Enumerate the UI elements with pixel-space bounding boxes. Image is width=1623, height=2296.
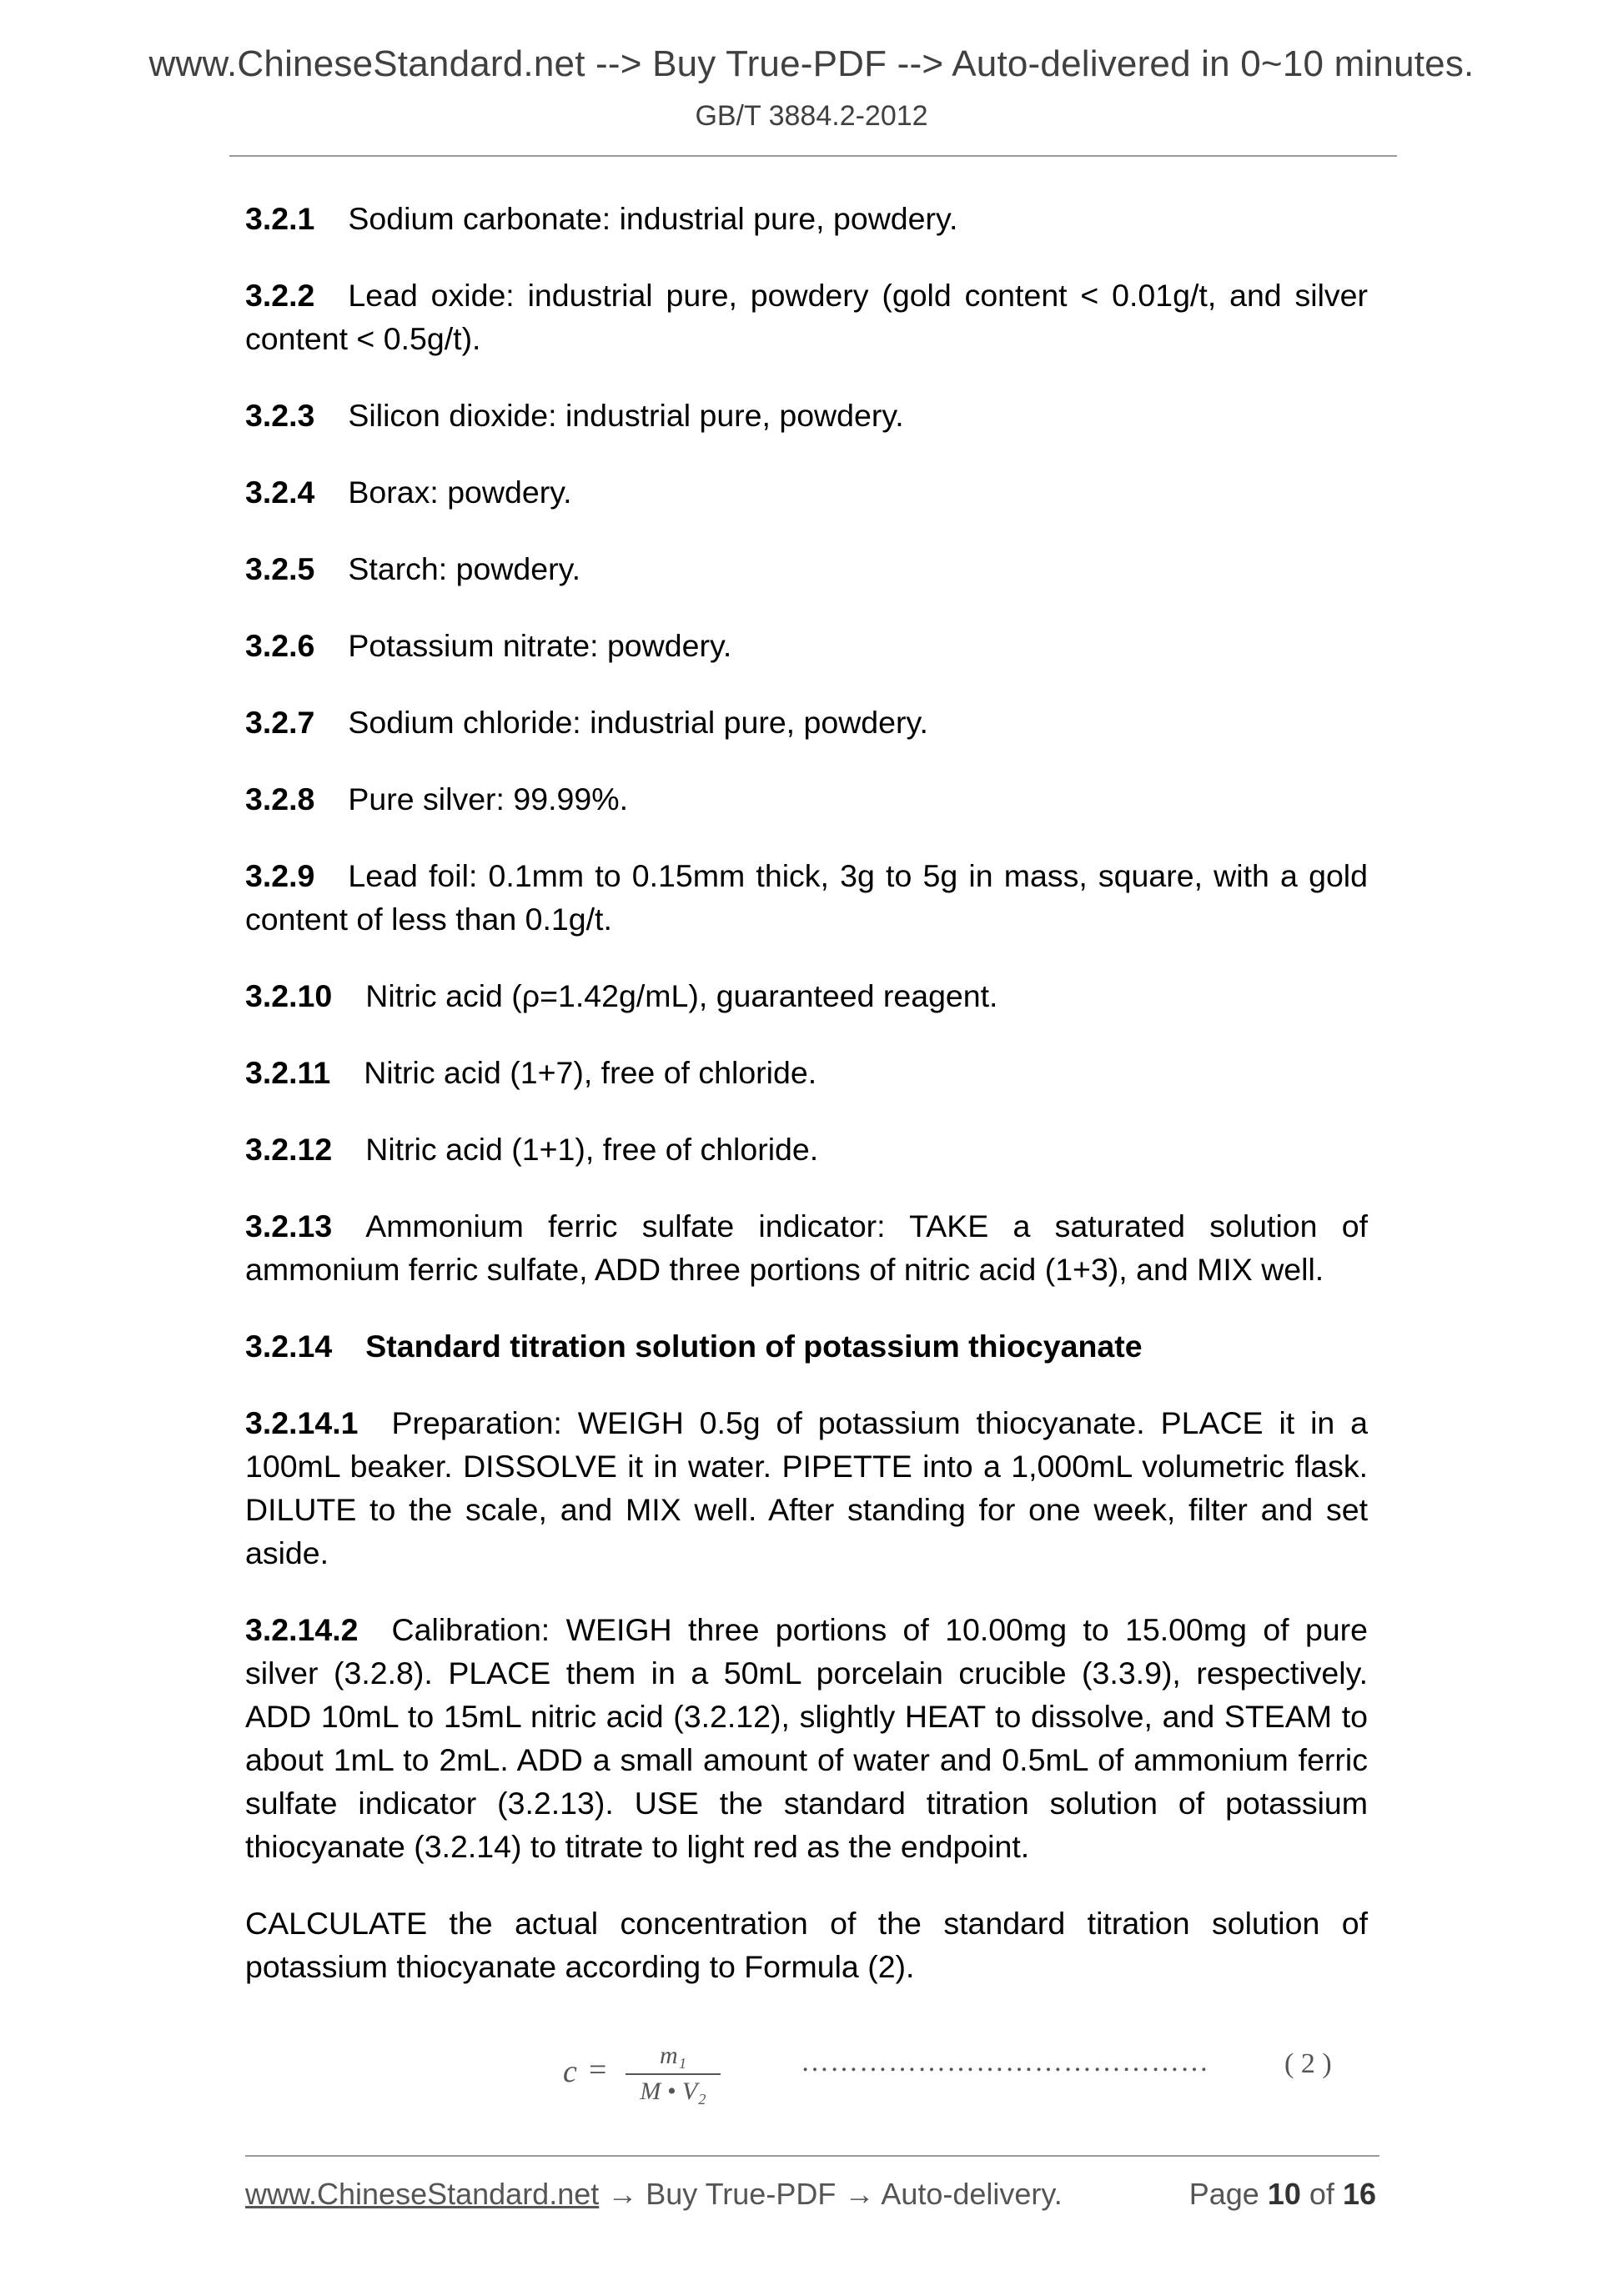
formula-leader-dots: …………………………………… — [801, 2047, 1209, 2077]
clause-number: 3.2.14.2 — [245, 1612, 359, 1647]
clause-3-2-6 — [245, 624, 1368, 667]
clause-number: 3.2.13 — [245, 1208, 333, 1243]
clause-3-2-2 — [245, 274, 1368, 360]
clause-number: 3.2.14.1 — [245, 1405, 359, 1440]
page-footer — [245, 2177, 1384, 2212]
formula-denominator: M • V₂ — [640, 2077, 706, 2105]
clause-text: Lead oxide: industrial pure, powdery (gold content < 0.01g/t, and silver content < 0.5g/t). — [245, 278, 1368, 356]
clause-number: 3.2.7 — [245, 705, 315, 740]
clause-number: 3.2.12 — [245, 1132, 333, 1167]
section-heading: Standard titration solution of potassium thiocyanate — [365, 1329, 1143, 1364]
standard-code: GB/T 3884.2-2012 — [695, 100, 928, 132]
clause-3-2-9 — [245, 854, 1368, 941]
clause-text: Preparation: WEIGH 0.5g of potassium thiocyanate. PLACE it in a 100mL beaker. DISSOLVE it in water. PIPETTE into a 1,000mL volumetric flask. DILUTE to the scale, and MIX well. After standing for one week, filter and set aside. — [245, 1405, 1368, 1570]
clause-3-2-11 — [245, 1051, 1368, 1094]
clause-3-2-14-1 — [245, 1401, 1368, 1575]
of-word: of — [1309, 2177, 1334, 2211]
clause-text: Borax: powdery. — [348, 475, 572, 510]
clause-3-2-3 — [245, 394, 1368, 437]
clause-3-2-13 — [245, 1204, 1368, 1291]
clause-text: Calibration: WEIGH three portions of 10.00mg to 15.00mg of pure silver (3.2.8). PLACE them in a 50mL porcelain crucible (3.3.9), respectively. ADD 10mL to 15mL nitric acid (3.2.12), slightly HEAT to dissolve, and STEAM to about 1mL to 2mL. ADD a small amount of water and 0.5mL of ammonium ferric sulfate indicator (3.2.13). USE the standard titration solution of potassium thiocyanate (3.2.14) to titrate to light red as the endpoint. — [245, 1612, 1368, 1864]
clause-text: Starch: powdery. — [348, 551, 581, 586]
clause-text: Silicon dioxide: industrial pure, powdery. — [348, 398, 904, 433]
clause-number: 3.2.6 — [245, 628, 315, 663]
clause-3-2-10 — [245, 974, 1368, 1017]
clause-number: 3.2.3 — [245, 398, 315, 433]
clause-text: Nitric acid (1+1), free of chloride. — [365, 1132, 819, 1167]
clause-text: Lead foil: 0.1mm to 0.15mm thick, 3g to 5g in mass, square, with a gold content of less than 0.1g/t. — [245, 858, 1368, 937]
clause-3-2-4 — [245, 470, 1368, 514]
clause-number: 3.2.4 — [245, 475, 315, 510]
clause-number: 3.2.2 — [245, 278, 315, 313]
clause-text: Nitric acid (1+7), free of chloride. — [364, 1055, 817, 1090]
formula-fraction — [619, 2042, 727, 2107]
clause-number: 3.2.9 — [245, 858, 315, 893]
clause-text: Potassium nitrate: powdery. — [348, 628, 732, 663]
page-word: Page — [1188, 2177, 1259, 2211]
current-page-number: 10 — [1267, 2177, 1301, 2211]
document-body — [245, 197, 1368, 2022]
calculate-paragraph: CALCULATE the actual concentration of the standard titration solution of potassium thiocyanate according to Formula (2). — [245, 1906, 1368, 1984]
clause-text: Sodium carbonate: industrial pure, powdery. — [348, 201, 958, 236]
top-banner: www.ChineseStandard.net --> Buy True-PDF --> Auto-delivered in 0~10 minutes. — [148, 43, 1475, 84]
clause-number: 3.2.11 — [245, 1055, 331, 1090]
formula-lhs: c — [563, 2054, 577, 2089]
total-pages-number: 16 — [1342, 2177, 1376, 2211]
clause-number: 3.2.14 — [245, 1329, 333, 1364]
clause-number: 3.2.10 — [245, 978, 333, 1013]
clause-3-2-14-heading — [245, 1324, 1368, 1368]
clause-3-2-8 — [245, 777, 1368, 821]
clause-text: Sodium chloride: industrial pure, powdery. — [348, 705, 928, 740]
header-divider — [229, 155, 1397, 157]
formula-2 — [559, 2042, 1376, 2125]
clause-3-2-7 — [245, 701, 1368, 744]
clause-number: 3.2.8 — [245, 781, 315, 816]
page-indicator — [1189, 2177, 1376, 2212]
clause-text: Ammonium ferric sulfate indicator: TAKE a saturated solution of ammonium ferric sulfate, ADD three portions of nitric acid (1+3), and MIX well. — [245, 1208, 1368, 1287]
formula-number: ( 2 ) — [1284, 2048, 1332, 2079]
footer-site-link[interactable]: www.ChineseStandard.net — [245, 2177, 600, 2211]
fraction-bar — [626, 2073, 721, 2075]
clause-3-2-5 — [245, 547, 1368, 590]
clause-3-2-12 — [245, 1128, 1368, 1171]
clause-text: Nitric acid (ρ=1.42g/mL), guaranteed reagent. — [365, 978, 998, 1013]
clause-text: Pure silver: 99.99%. — [348, 781, 628, 816]
clause-number: 3.2.5 — [245, 551, 315, 586]
formula-numerator: m₁ — [659, 2042, 687, 2069]
clause-number: 3.2.1 — [245, 201, 315, 236]
clause-3-2-14-2 — [245, 1608, 1368, 1868]
formula-equals: = — [589, 2052, 607, 2088]
footer-tagline: → Buy True-PDF → Auto-delivery. — [599, 2177, 1063, 2211]
clause-3-2-1 — [245, 197, 1368, 240]
footer-divider — [245, 2155, 1379, 2157]
